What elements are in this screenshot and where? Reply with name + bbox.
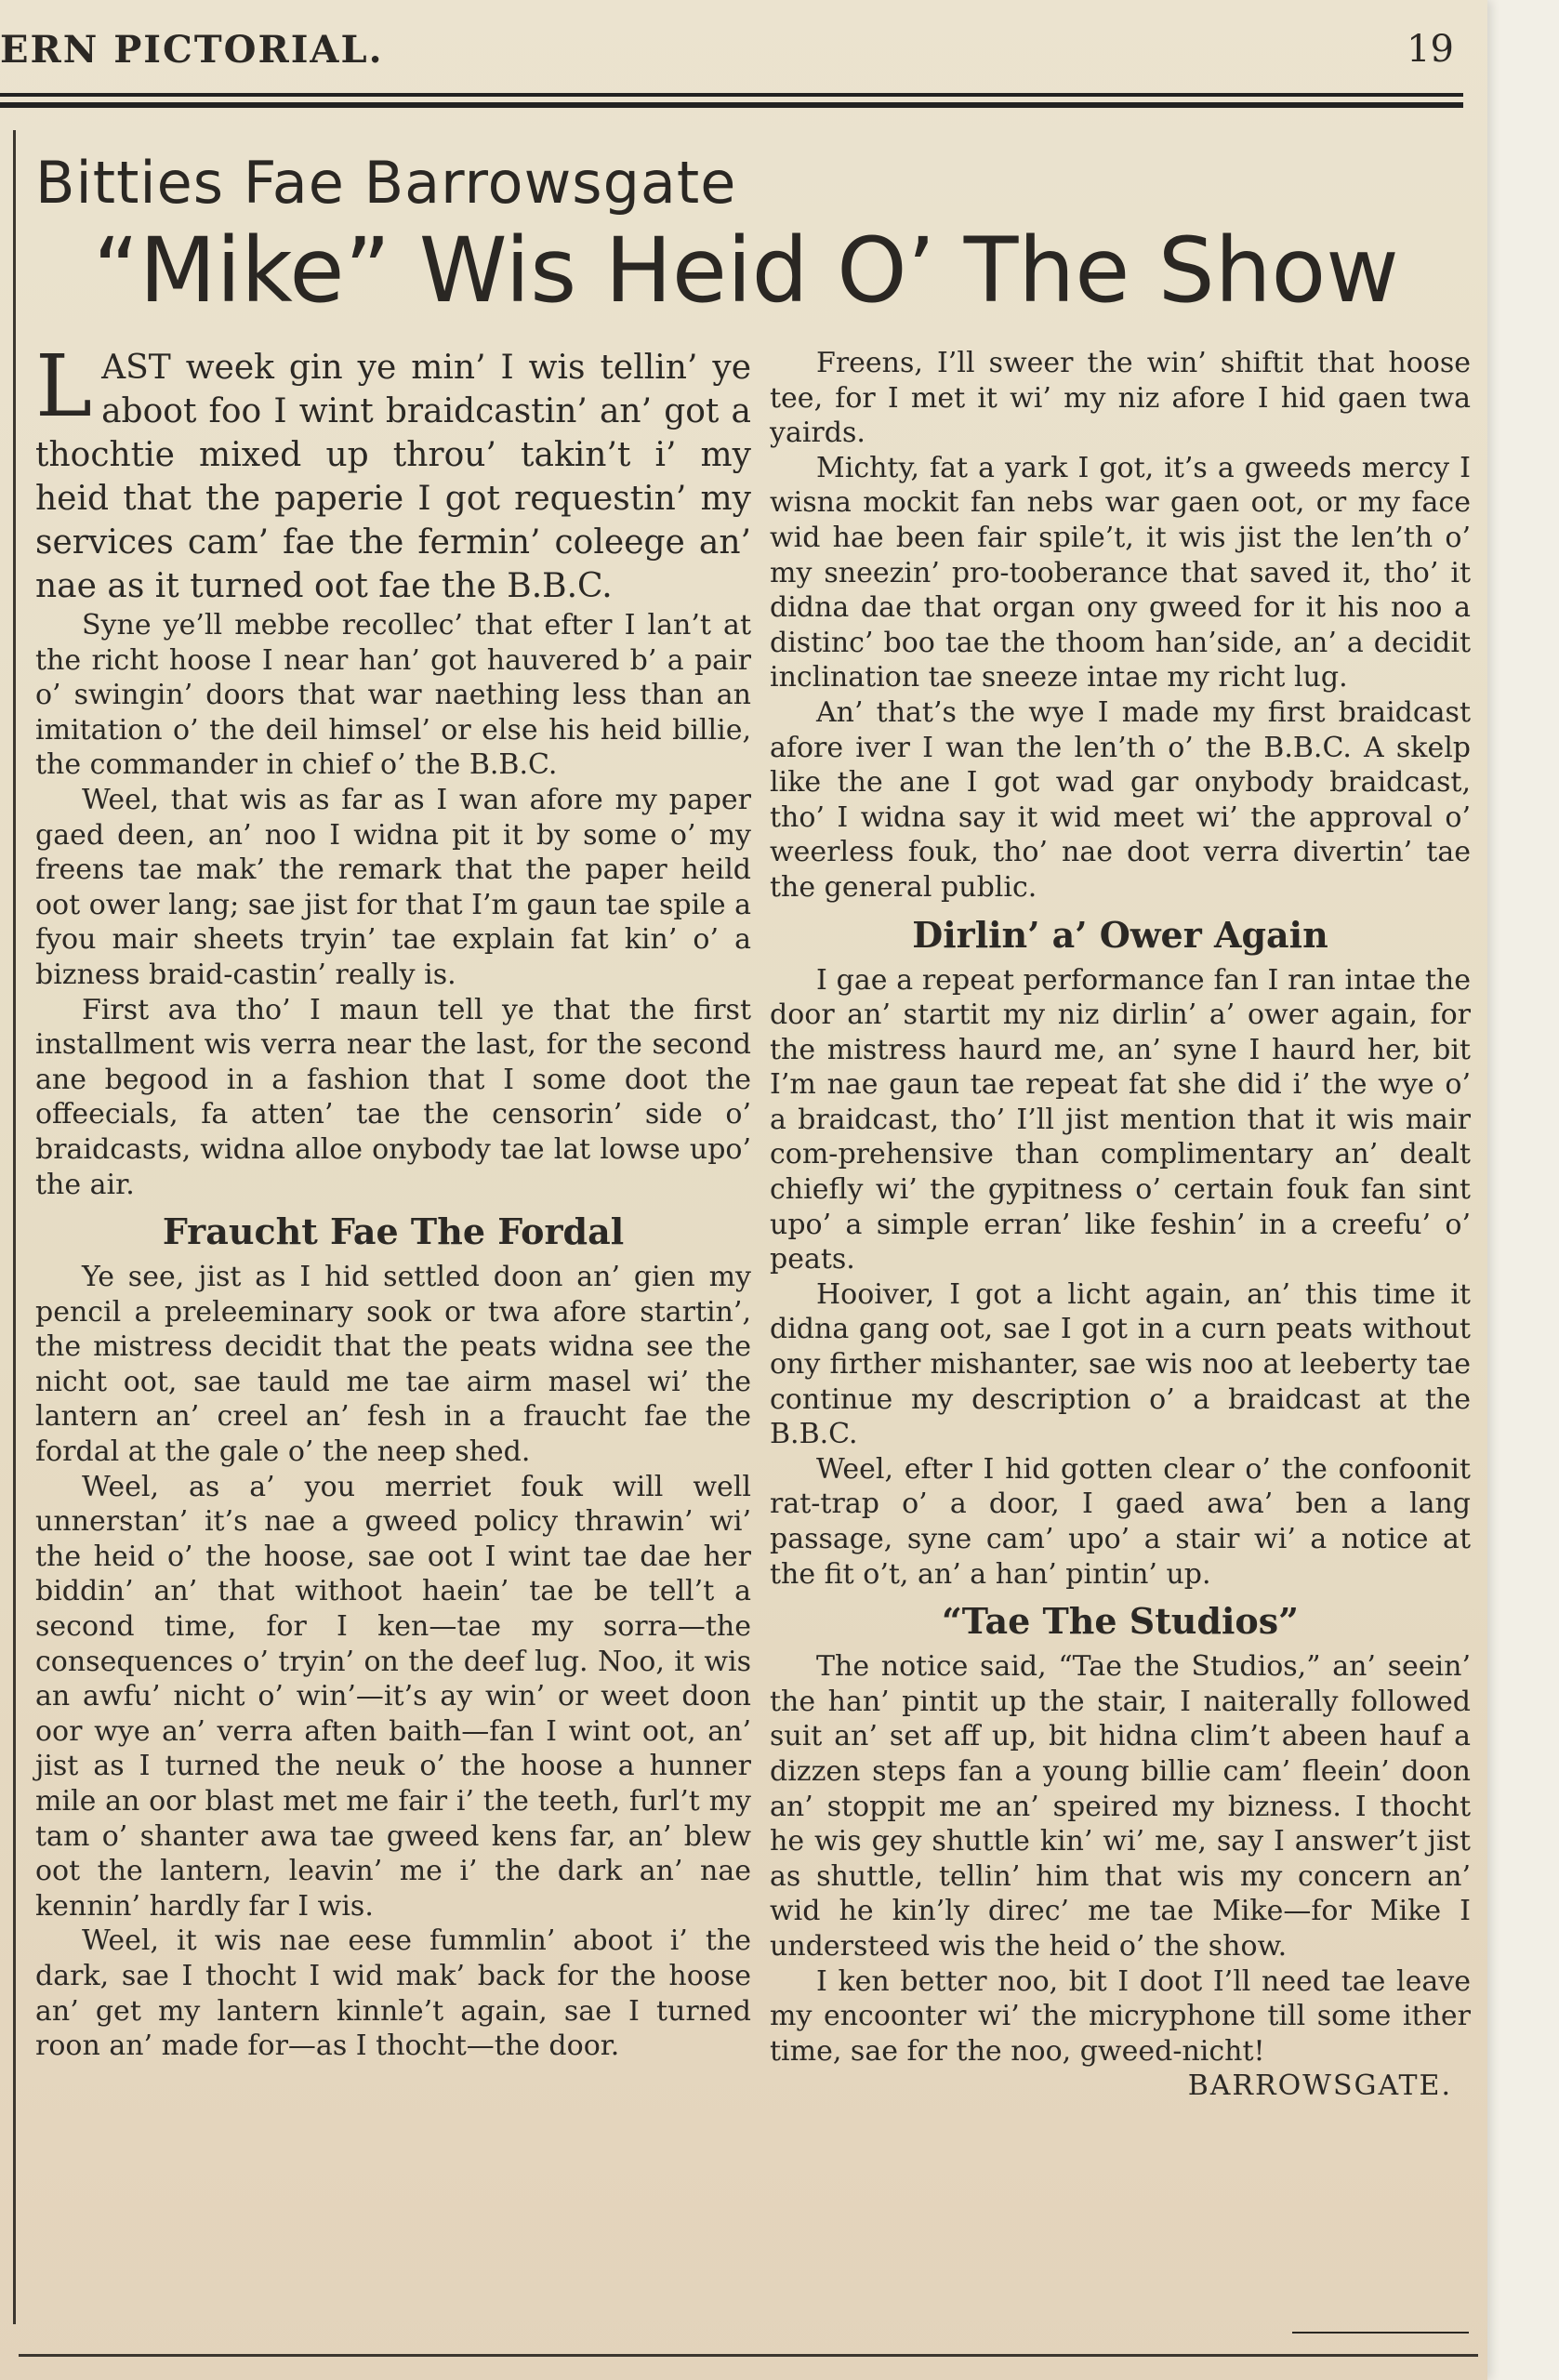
article-column-left: [35, 337, 751, 2064]
lead-text: AST week gin ye min’ I wis tellin’ ye aboot foo I wint braidcastin’ an’ got a thochtie mixed up throu’ takin’t i’ my heid that the paperie I got requestin’ my services cam’ fae the fermin’ coleege an’ nae as it turned oot fae the B.B.C.: [35, 349, 751, 605]
paragraph: Weel, that wis as far as I wan afore my paper gaed deen, an’ noo I widna pit it by some o’ my freens tae mak’ the remark that the paper heild oot ower lang; sae jist for that I’m gaun tae spile a fyou mair sheets tryin’ tae explain fat kin’ o’ a bizness braid-castin’ really is.: [35, 783, 751, 991]
header-rule-thick: [0, 102, 1463, 108]
publication-title: ERN PICTORIAL.: [0, 28, 384, 72]
signature-rule: [1292, 2332, 1469, 2334]
running-head: [0, 28, 1478, 84]
footer-rule: [19, 2354, 1478, 2357]
paragraph: Freens, I’ll sweer the win’ shiftit that hoose tee, for I met it wi’ my niz afore I hid gaen twa yairds.: [770, 347, 1471, 450]
article-headline: “Mike” Wis Heid O’ The Show: [93, 218, 1399, 323]
lead-paragraph: [35, 337, 751, 608]
paragraph: Michty, fat a yark I got, it’s a gweeds mercy I wisna mockit fan nebs war gaen oot, or my face wid hae been fair spile’t, it wis jist the len’th o’ my sneezin’ pro-tooberance that saved it, tho’ it didna dae that organ ony gweed for it his noo a distinc’ boo tae the thoom han’side, an’ a decidit inclination tae sneeze intae my richt lug.: [770, 451, 1471, 694]
paragraph: Weel, it wis nae eese fummlin’ aboot i’ the dark, sae I thocht I wid mak’ back for the hoose an’ get my lantern kinnle’t again, sae I turned roon an’ made for—as I thocht—the door.: [35, 1924, 751, 2063]
paragraph: Ye see, jist as I hid settled doon an’ gien my pencil a preleeminary sook or twa afore startin’, the mistress decidit that the peats widna see the nicht oot, sae tauld me tae airm masel wi’ the lantern an’ creel an’ fesh in a fraucht fae the fordal at the gale o’ the neep shed.: [35, 1261, 751, 1469]
subheading-fraucht: Fraucht Fae The Fordal: [162, 1210, 625, 1253]
paragraph: I gae a repeat performance fan I ran intae the door an’ startit my niz dirlin’ a’ ower again, for the mistress haurd me, an’ syne I haurd her, bit I’m nae gaun tae repeat fat she did i’ the wye o’ a braidcast, tho’ I’ll jist mention that it wis mair com-prehensive than complimentary an’ dealt chiefly wi’ the gypitness o’ certain fouk fan sint upo’ a simple erran’ like feshin’ in a creefu’ o’ peats.: [770, 963, 1471, 1276]
page-number: 19: [1407, 28, 1454, 71]
subheading-studios: “Tae The Studios”: [941, 1600, 1300, 1643]
author-signature: BARROWSGATE.: [1187, 2069, 1452, 2103]
paragraph: Hooiver, I got a licht again, an’ this time it didna gang oot, sae I got in a curn peats without ony firther mishanter, sae wis noo at leeberty tae continue my description o’ a braidcast at the B.B.C.: [770, 1277, 1471, 1451]
paragraph: I ken better noo, bit I doot I’ll need tae leave my encoonter wi’ the micryphone till some ither time, sae for the noo, gweed-nicht!: [770, 1964, 1471, 2068]
paragraph: First ava tho’ I maun tell ye that the first installment wis verra near the last, for the second ane begood in a fashion that I some doot the offeecials, fa atten’ tae the censorin’ side o’ braidcasts, widna alloe onybody tae lat lowse upo’ the air.: [35, 993, 751, 1201]
article-kicker: Bitties Fae Barrowsgate: [35, 149, 737, 217]
article-column-right: [770, 346, 1471, 2104]
paragraph: An’ that’s the wye I made my first braidcast afore iver I wan the len’th o’ the B.B.C. A skelp like the ane I got wad gar onybody braidcast, tho’ I widna say it wid meet wi’ the approval o’ weerless fouk, tho’ nae doot verra divertin’ tae the general public.: [770, 695, 1471, 904]
paragraph: Weel, efter I hid gotten clear o’ the confoonit rat-trap o’ a door, I gaed awa’ ben a lang passage, syne cam’ upo’ a stair wi’ a notice at the fit o’t, an’ a han’ pintin’ up.: [770, 1452, 1471, 1591]
subheading-dirlin: Dirlin’ a’ Ower Again: [912, 913, 1328, 956]
paragraph: Syne ye’ll mebbe recollec’ that efter I lan’t at the richt hoose I near han’ got hauvered b’ a pair o’ swingin’ doors that war naething less than an imitation o’ the deil himsel’ or else his heid billie, the commander in chief o’ the B.B.C.: [35, 609, 751, 782]
column-rule-left: [13, 130, 16, 2324]
header-rule: [0, 93, 1463, 97]
drop-cap: L: [35, 337, 93, 436]
paragraph: The notice said, “Tae the Studios,” an’ seein’ the han’ pintit up the stair, I naiterally followed suit an’ set aff up, bit hidna clim’t abeen hauf a dizzen steps fan a young billie cam’ fleein’ doon an’ stoppit me an’ speired my bizness. I thocht he wis gey shuttle kin’ wi’ me, say I answer’t jist as shuttle, tellin’ him that wis my concern an’ wid he kin’ly direc’ me tae Mike—for Mike I understeed wis the heid o’ the show.: [770, 1650, 1471, 1963]
paragraph: Weel, as a’ you merriet fouk will well unnerstan’ it’s nae a gweed policy thrawin’ wi’ the heid o’ the hoose, sae oot I wint tae dae her biddin’ an’ that withoot haein’ tae be tell’t a second time, for I ken—tae my sorra—the consequences o’ tryin’ on the deef lug. Noo, it wis an awfu’ nicht o’ win’—it’s ay win’ or weet doon oor wye an’ verra aften baith—fan I wint oot, an’ jist as I turned the neuk o’ the hoose a hunner mile an oor blast met me fair i’ the teeth, furl’t my tam o’ shanter awa tae gweed kens far, an’ blew oot the lantern, leavin’ me i’ the dark an’ nae kennin’ hardly far I wis.: [35, 1470, 751, 1923]
